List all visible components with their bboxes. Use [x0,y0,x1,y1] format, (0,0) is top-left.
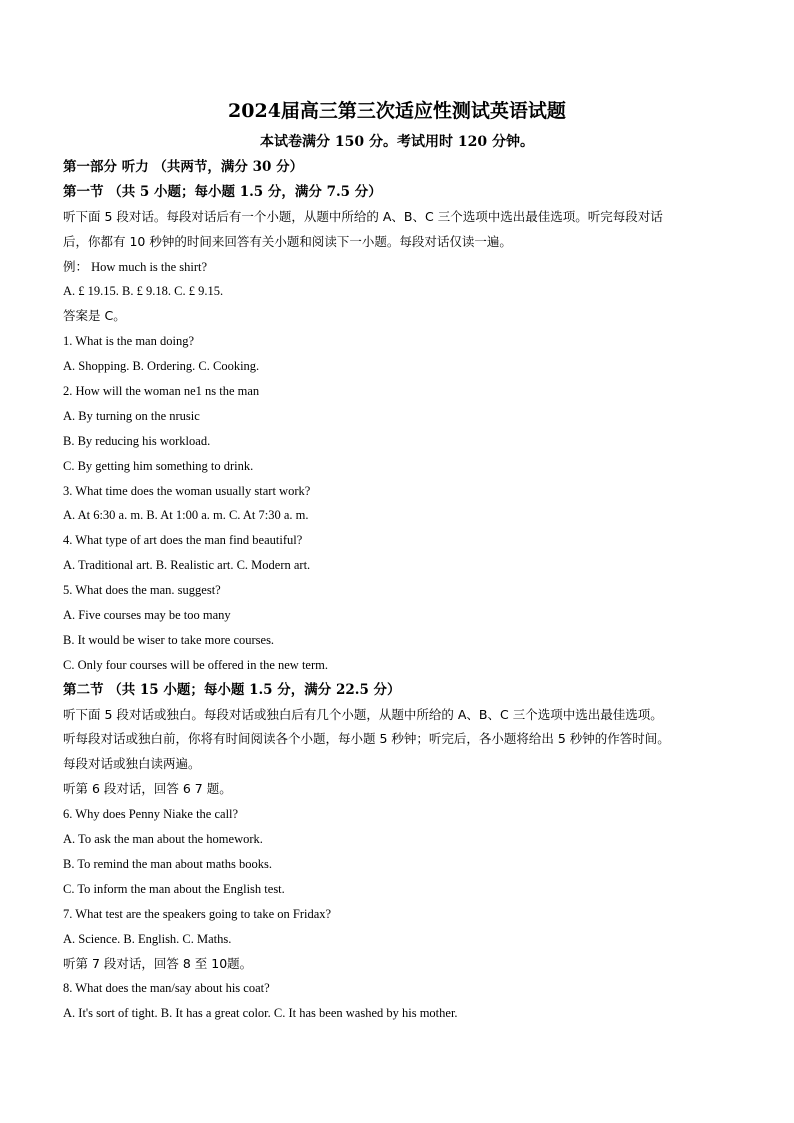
section-heading: 第一部分 听力 （共两节，满分 30 分） [63,159,304,175]
text-line: A. Five courses may be too many [63,608,231,623]
text-line: 听下面 5 段对话。每段对话后有一个小题，从题中所给的 A、B、C 三个选项中选出最佳选项。听完每段对话 [63,208,663,224]
text-line: 听第 7 段对话，回答 8 至 10题。 [63,955,253,971]
text-line: A. Science. B. English. C. Maths. [63,931,232,946]
text-line: A. It's sort of tight. B. It has a great color. C. It has been washed by his mother. [63,1006,458,1021]
text-line: A. To ask the man about the homework. [63,832,263,847]
text-line: C. To inform the man about the English test. [63,881,285,896]
text-line: 4. What type of art does the man find beautiful? [63,533,303,548]
text-line: 听每段对话或独白前，你将有时间阅读各个小题，每小题 5 秒钟；听完后，各小题将给出 5 秒钟的作答时间。 [63,731,670,747]
text-line: 8. What does the man/say about his coat? [63,981,270,996]
text-line: 每段对话或独白读两遍。 [63,756,201,772]
text-line: B. It would be wiser to take more courses. [63,632,275,647]
text-line: A. Shopping. B. Ordering. C. Cooking. [63,359,260,374]
page-title: 2024届高三第三次适应性测试英语试题 [228,100,566,122]
text-line: 例： How much is the shirt? [63,259,208,274]
text-line: C. By getting him something to drink. [63,458,254,473]
text-line: 1. What is the man doing? [63,334,194,349]
text-line: 听下面 5 段对话或独白。每段对话或独白后有几个小题，从题中所给的 A、B、C 三个选项中选出最佳选项。 [63,706,663,722]
text-line: 6. Why does Penny Niake the call? [63,807,239,822]
text-line: A. £ 19.15. B. £ 9.18. C. £ 9.15. [63,284,224,299]
text-line: B. To remind the man about maths books. [63,856,272,871]
text-line: 答案是 C。 [63,308,126,324]
text-line: 3. What time does the woman usually start work? [63,483,311,498]
text-line: 2. How will the woman ne1 ns the man [63,384,260,399]
section-heading: 第二节 （共 15 小题；每小题 1.5 分，满分 22.5 分） [63,681,401,698]
text-line: B. By reducing his workload. [63,433,211,448]
text-line: 7. What test are the speakers going to take on Fridax? [63,906,332,921]
section-heading: 第一节 （共 5 小题；每小题 1.5 分，满分 7.5 分） [63,183,382,200]
text-line: 后，你都有 10 秒钟的时间来回答有关小题和阅读下一小题。每段对话仅读一遍。 [63,233,512,249]
text-line: 5. What does the man. suggest? [63,583,221,598]
text-line: A. At 6:30 a. m. B. At 1:00 a. m. C. At 7:30 a. m. [63,508,309,523]
page-subtitle: 本试卷满分 150 分。考试用时 120 分钟。 [260,134,534,150]
exam-content [63,155,739,1026]
text-line: A. Traditional art. B. Realistic art. C. Modern art. [63,558,311,573]
text-line: A. By turning on the nrusic [63,408,200,423]
text-line: C. Only four courses will be offered in the new term. [63,657,328,672]
text-line: 听第 6 段对话，回答 6 7 题。 [63,781,232,797]
